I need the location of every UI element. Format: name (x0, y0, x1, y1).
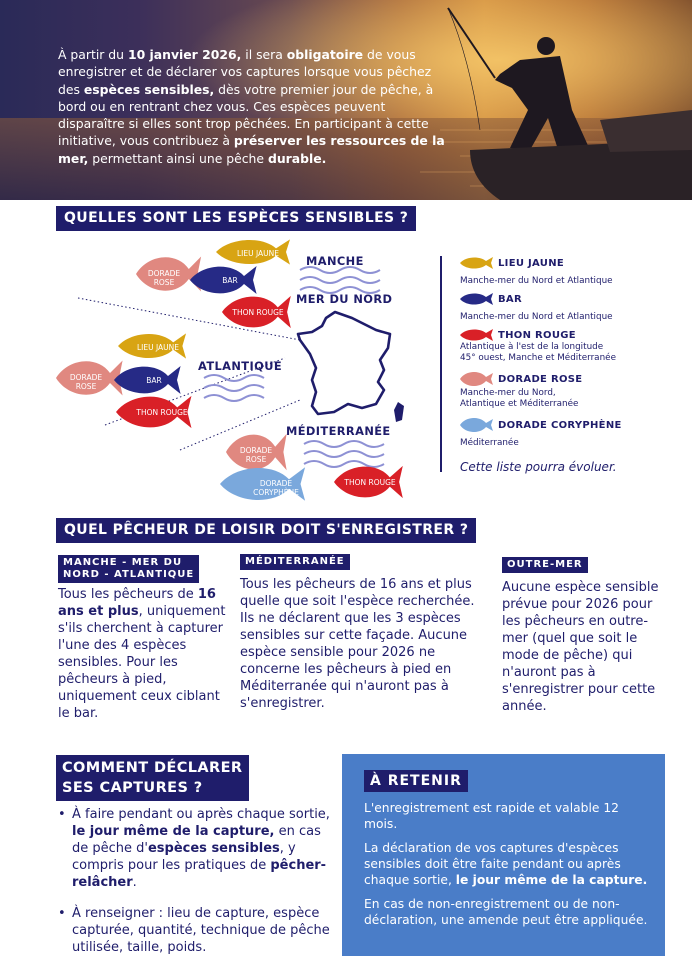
lieu-jaune-icon (460, 257, 494, 269)
legend-name: DORADE CORYPHÈNE (498, 420, 622, 431)
fish-label: DORADE (147, 269, 181, 278)
legend-desc-line: Atlantique à l'est de la longitude (460, 342, 604, 352)
hero-banner (0, 0, 692, 200)
title-line: COMMENT DÉCLARER (62, 760, 243, 776)
col-outre-mer-text: Aucune espèce sensible prévue pour 2026 pour les pêcheurs en outre-mer (quel que soit le mode de pêche) qui n'auront pas à s'enregistrer pour cette année. (502, 580, 659, 714)
legend-desc (460, 342, 650, 364)
legend-desc: Manche-mer du Nord et Atlantique (460, 276, 613, 286)
list-text: À faire pendant ou après chaque sortie, (72, 807, 330, 822)
fish-label: LIEU JAUNE (136, 343, 180, 352)
retenir-paragraph (364, 840, 654, 888)
intro-part: il sera (241, 47, 287, 62)
list-item (58, 806, 338, 891)
fish-label: CORYPHÈNE (253, 488, 299, 497)
legend-desc-line: Atlantique et Méditerranée (460, 399, 579, 409)
fish-label: DORADE (259, 479, 293, 488)
fish-label: ROSE (75, 382, 97, 391)
fish-label: DORADE (69, 373, 103, 382)
col-text-part: Tous les pêcheurs de (58, 587, 198, 602)
fish-label: BAR (222, 276, 238, 285)
retenir-bold: le jour même de la capture. (455, 873, 648, 887)
list-item (58, 905, 338, 956)
fish-label: DORADE (239, 446, 273, 455)
zone-label-mer-du-nord: MER DU NORD (296, 292, 393, 306)
legend-desc: Méditerranée (460, 438, 519, 448)
intro-especes: espèces sensibles, (83, 81, 215, 97)
list-text: en cas de pêche d' (72, 824, 321, 856)
fish-label: THON ROUGE (232, 308, 284, 317)
intro-part: À partir du (58, 47, 128, 62)
waves-atlantique (204, 375, 264, 401)
thon-rouge-icon (460, 329, 494, 341)
bullet-icon: • (58, 906, 66, 921)
bullet-icon: • (58, 807, 66, 822)
zone-label-mediterranee: MÉDITERRANÉE (286, 424, 391, 438)
retenir-text: La déclaration de vos captures d'espèces sensibles doit être faite pendant ou après chaque sortie, (364, 841, 621, 887)
col-text-bold: 16 (197, 587, 216, 602)
title-line: SES CAPTURES ? (62, 780, 203, 796)
fish-label: THON ROUGE (344, 478, 396, 487)
corsica-icon (394, 402, 404, 422)
col-text-bold: ans et plus (58, 604, 139, 619)
tag-manche-atlantique (58, 555, 199, 583)
intro-part: dès votre premier jour de pêche, à bord ou en rentrant chez vous. Ces espèces peuvent disparaître si elles sont trop pêchées. En participant à cette initiative, vous contribuez à (58, 81, 434, 149)
zone-label-manche: MANCHE (306, 254, 364, 268)
legend-name: BAR (498, 294, 522, 305)
fish-label: LIEU JAUNE (236, 249, 280, 258)
species-map (0, 230, 440, 530)
declare-list (58, 806, 338, 966)
tag-outre-mer: OUTRE-MER (502, 557, 588, 573)
tag-line: MANCHE - MER DU (63, 557, 183, 568)
fish-label: THON ROUGE (136, 408, 188, 417)
legend-divider (440, 256, 446, 472)
retenir-box (342, 754, 665, 956)
retenir-title: À RETENIR (364, 770, 468, 792)
section-title-pecheur: QUEL PÊCHEUR DE LOISIR DOIT S'ENREGISTRER ? (56, 518, 476, 543)
list-bold: espèces sensibles (147, 841, 280, 856)
bar-icon (460, 293, 494, 305)
legend-desc-line: 45° ouest, Manche et Méditerranée (460, 353, 616, 363)
france-map-icon (298, 312, 390, 414)
legend-desc: Manche-mer du Nord et Atlantique (460, 312, 613, 322)
col-text-part: , uniquement s'ils cherchent à capturer l'une des 4 espèces sensibles. Pour les pêcheurs à pied, uniquement ceux ciblant le bar. (58, 604, 226, 721)
fish-label: BAR (146, 376, 162, 385)
legend-name: DORADE ROSE (498, 374, 583, 385)
coryphene-icon (460, 418, 494, 432)
tag-mediterranee: MÉDITERRANÉE (240, 554, 350, 570)
dorade-rose-icon (460, 372, 494, 386)
intro-obligatoire: obligatoire (286, 47, 364, 62)
legend-desc (460, 388, 650, 410)
intro-part: de vous enregistrer et de déclarer vos captures lorsque vous pêchez des (58, 47, 432, 97)
list-text: , y compris pour les pratiques de (72, 841, 296, 873)
list-text: . (132, 875, 137, 890)
intro-text (58, 46, 454, 167)
fish-label: ROSE (153, 278, 175, 287)
tag-line: NORD - ATLANTIQUE (63, 569, 195, 580)
list-bold: pêcher-relâcher (72, 858, 327, 890)
retenir-paragraph: En cas de non-enregistrement ou de non-déclaration, une amende peut être appliquée. (364, 897, 648, 927)
retenir-paragraph: L'enregistrement est rapide et valable 12 mois. (364, 801, 620, 831)
intro-date: 10 janvier 2026, (127, 47, 242, 62)
intro-durable: durable. (267, 150, 327, 166)
legend-name: THON ROUGE (498, 330, 576, 341)
intro-preserver: préserver les ressources de la mer, (58, 133, 445, 166)
legend-desc-line: Manche-mer du Nord, (460, 388, 556, 398)
section-title-declarer (56, 755, 249, 801)
waves-mediterranee (304, 441, 384, 467)
col-mediterranee-text: Tous les pêcheurs de 16 ans et plus quelle que soit l'espèce recherchée. Ils ne déclarent que les 3 espèces sensibles sur cette façade. Aucune espèce sensible pour 2026 ne concerne les pêcheurs à pied en Méditerranée qui n'auront pas à s'enregistrer. (240, 577, 475, 711)
waves-manche (300, 267, 380, 293)
intro-part: permettant ainsi une pêche (88, 150, 268, 166)
legend-note: Cette liste pourra évoluer. (460, 460, 617, 474)
col-manche-text (58, 586, 226, 722)
section-title-especes: QUELLES SONT LES ESPÈCES SENSIBLES ? (56, 206, 416, 231)
zone-label-atlantique: ATLANTIQUE (198, 359, 283, 373)
list-text: À renseigner : lieu de capture, espèce capturée, quantité, technique de pêche utilisée, taille, poids. (72, 906, 330, 955)
list-bold: le jour même de la capture, (72, 824, 275, 839)
legend-name: LIEU JAUNE (498, 258, 564, 269)
fish-label: ROSE (245, 455, 267, 464)
